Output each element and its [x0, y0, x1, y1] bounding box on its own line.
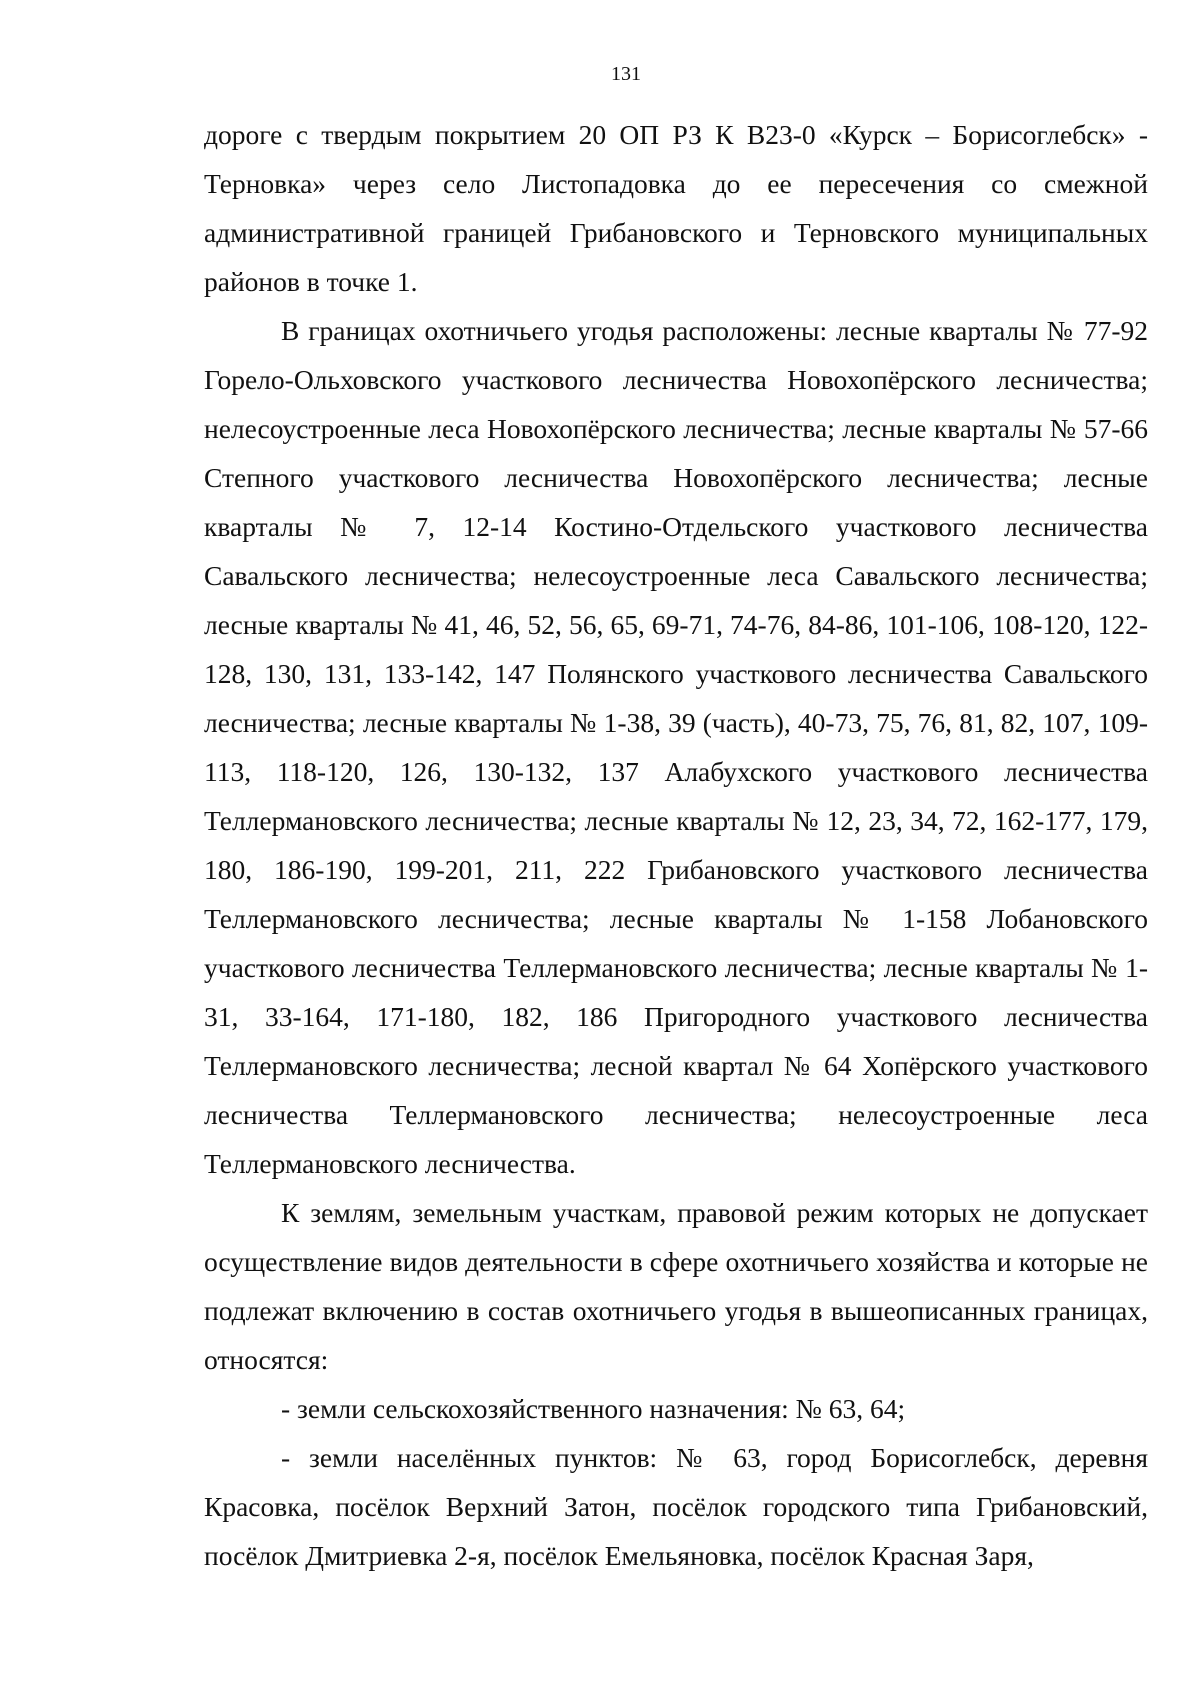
paragraph-excluded-lands: К землям, земельным участкам, правовой режим которых не допускает осуществление видов деятельности в сфере охотничьего хозяйства и которые не подлежат включению в состав охотничьего угодья в вышеописанных границах, относятся: [204, 1197, 1148, 1375]
paragraph-road-description: дороге с твердым покрытием 20 ОП РЗ К В23-0 «Курск – Борисоглебск» - Терновка» через село Листопадовка до ее пересечения со смежной административной границей Грибановского и Терновского муниципальных районов в точке 1. [204, 119, 1148, 297]
page-number: 131 [611, 63, 641, 85]
list-item-settlement-lands: - земли населённых пунктов: № 63, город Борисоглебск, деревня Красовка, посёлок Верхний Затон, посёлок городского типа Грибановский, посёлок Дмитриевка 2-я, посёлок Емельяновка, посёлок Красная Заря, [204, 1442, 1148, 1571]
list-item-agricultural-lands: - земли сельскохозяйственного назначения: № 63, 64; [281, 1393, 906, 1424]
paragraph-forest-quarters: В границах охотничьего угодья расположены: лесные кварталы № 77-92 Горело-Ольховского участкового лесничества Новохопёрского лесничества; нелесоустроенные леса Новохопёрского лесничества; лесные кварталы № 57-66 Степного участкового лесничества Новохопёрского лесничества; лесные кварталы № 7, 12-14 Костино-Отдельского участкового лесничества Савальского лесничества; нелесоустроенные леса Савальского лесничества; лесные кварталы № 41, 46, 52, 56, 65, 69-71, 74-76, 84-86, 101-106, 108-120, 122-128, 130, 131, 133-142, 147 Полянского участкового лесничества Савальского лесничества; лесные кварталы № 1-38, 39 (часть), 40-73, 75, 76, 81, 82, 107, 109-113, 118-120, 126, 130-132, 137 Алабухского участкового лесничества Теллермановского лесничества; лесные кварталы № 12, 23, 34, 72, 162-177, 179, 180, 186-190, 199-201, 211, 222 Грибановского участкового лесничества Теллермановского лесничества; лесные кварталы № 1-158 Лобановского участкового лесничества Теллермановского лесничества; лесные кварталы № 1-31, 33-164, 171-180, 182, 186 Пригородного участкового лесничества Теллермановского лесничества; лесной квартал № 64 Хопёрского участкового лесничества Теллермановского лесничества; нелесоустроенные леса Теллермановского лесничества. [204, 315, 1148, 1179]
body-text [204, 110, 1148, 1580]
